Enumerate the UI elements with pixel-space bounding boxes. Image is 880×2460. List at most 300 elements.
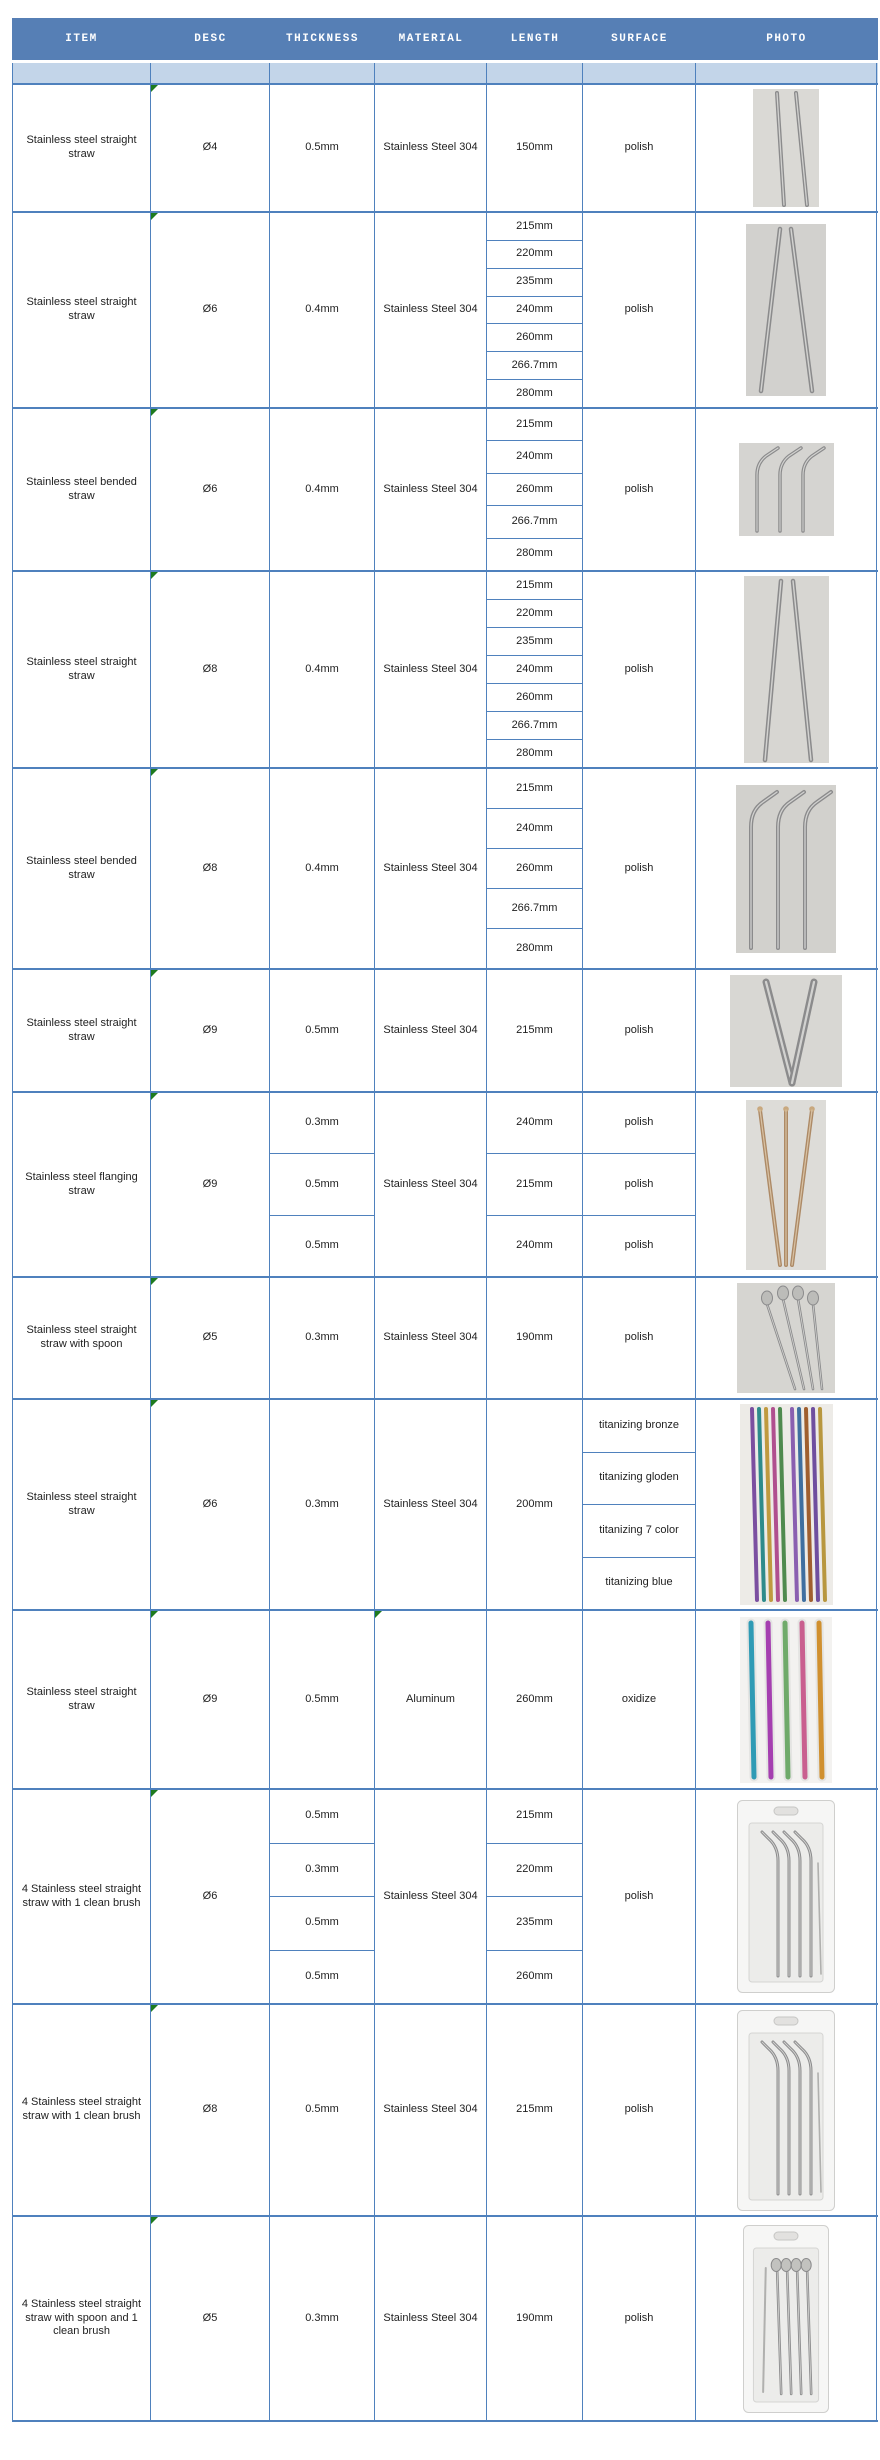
length-option[interactable]	[487, 628, 582, 656]
table-row	[12, 1790, 878, 2005]
thickness-value: 0.4mm	[305, 303, 339, 316]
surface-option[interactable]	[583, 1505, 695, 1558]
cell-photo[interactable]	[696, 1093, 877, 1276]
length-option[interactable]	[487, 2005, 582, 2215]
thickness-value: 0.5mm	[305, 1238, 339, 1251]
cell-material[interactable]	[375, 572, 487, 767]
surface-option[interactable]	[583, 85, 695, 211]
error-flag-triangle	[151, 85, 158, 92]
cell-thickness[interactable]	[270, 2005, 375, 2215]
cell-item[interactable]	[13, 1093, 151, 1276]
length-option[interactable]	[487, 1951, 582, 2004]
cell-material[interactable]	[375, 1400, 487, 1609]
length-option[interactable]	[487, 380, 582, 407]
length-option[interactable]	[487, 1400, 582, 1609]
surface-option[interactable]	[583, 1154, 695, 1215]
cell-material[interactable]	[375, 1790, 487, 2003]
item-label: Stainless steel straight straw	[26, 1016, 137, 1043]
thickness-option[interactable]	[270, 1278, 374, 1398]
thickness-option[interactable]	[270, 1611, 374, 1788]
cell-item[interactable]	[13, 1790, 151, 2003]
length-option[interactable]	[487, 970, 582, 1091]
product-photo-vee2	[730, 975, 842, 1087]
thickness-option[interactable]	[270, 1897, 374, 1951]
cell-material[interactable]	[375, 2217, 487, 2420]
cell-length[interactable]	[487, 1278, 583, 1398]
length-value: 280mm	[516, 746, 553, 759]
cell-desc[interactable]	[151, 1093, 270, 1276]
length-value: 266.7mm	[511, 515, 558, 528]
thickness-option[interactable]	[270, 213, 374, 407]
length-option[interactable]	[487, 213, 582, 241]
cell-desc[interactable]	[151, 970, 270, 1091]
cell-thickness[interactable]	[270, 572, 375, 767]
thickness-option[interactable]	[270, 1093, 374, 1154]
surface-option[interactable]	[583, 1278, 695, 1398]
length-value: 240mm	[516, 450, 553, 463]
cell-desc[interactable]	[151, 213, 270, 407]
cell-item[interactable]	[13, 85, 151, 211]
thickness-value: 0.4mm	[305, 662, 339, 675]
length-value: 215mm	[516, 578, 553, 591]
length-option[interactable]	[487, 409, 582, 441]
material-value: Stainless Steel 304	[383, 662, 478, 675]
cell-material[interactable]	[375, 1278, 487, 1398]
table-row	[12, 769, 878, 970]
cell-surface[interactable]	[583, 1400, 696, 1609]
cell-thickness[interactable]	[270, 769, 375, 968]
surface-option[interactable]	[583, 1453, 695, 1506]
length-option[interactable]	[487, 85, 582, 211]
surface-option[interactable]	[583, 213, 695, 407]
product-photo-straight2	[753, 89, 819, 207]
thickness-option[interactable]	[270, 1790, 374, 1844]
length-option[interactable]	[487, 929, 582, 968]
cell-item[interactable]	[13, 213, 151, 407]
length-value: 260mm	[516, 1969, 553, 1982]
length-option[interactable]	[487, 269, 582, 297]
cell-item[interactable]	[13, 769, 151, 968]
cell-material[interactable]	[375, 1611, 487, 1788]
length-option[interactable]	[487, 297, 582, 325]
thickness-option[interactable]	[270, 1951, 374, 2004]
material-value: Stainless Steel 304	[383, 141, 478, 154]
cell-length[interactable]	[487, 1611, 583, 1788]
surface-value: polish	[624, 1238, 654, 1251]
length-option[interactable]	[487, 656, 582, 684]
cell-length[interactable]	[487, 970, 583, 1091]
cell-photo[interactable]	[696, 1611, 877, 1788]
length-value: 260mm	[516, 690, 553, 703]
surface-option[interactable]	[583, 2005, 695, 2215]
surface-value: polish	[624, 662, 654, 675]
cell-material[interactable]	[375, 769, 487, 968]
surface-value: titanizing 7 color	[599, 1523, 679, 1536]
desc-value: Ø8	[202, 861, 218, 874]
table-body	[12, 85, 878, 2422]
length-value: 215mm	[516, 1177, 553, 1190]
item-label: Stainless steel flanging straw	[25, 1170, 138, 1197]
header-desc[interactable]: DESC	[194, 33, 227, 45]
cell-photo[interactable]	[696, 2005, 877, 2215]
cell-surface[interactable]	[583, 572, 696, 767]
length-option[interactable]	[487, 1611, 582, 1788]
table-row	[12, 1278, 878, 1400]
header-surface[interactable]: SURFACE	[611, 33, 668, 45]
length-value: 220mm	[516, 1862, 553, 1875]
length-value: 235mm	[516, 634, 553, 647]
length-option[interactable]	[487, 506, 582, 538]
cell-surface[interactable]	[583, 2005, 696, 2215]
error-flag-triangle	[151, 1093, 158, 1100]
header-length[interactable]: LENGTH	[510, 33, 560, 45]
length-option[interactable]	[487, 441, 582, 473]
subheader-cell[interactable]	[696, 63, 877, 83]
cell-surface[interactable]	[583, 409, 696, 570]
cell-item[interactable]	[13, 1278, 151, 1398]
cell-material[interactable]	[375, 85, 487, 211]
length-option[interactable]	[487, 1154, 582, 1215]
length-value: 266.7mm	[511, 718, 558, 731]
cell-thickness[interactable]	[270, 1278, 375, 1398]
cell-item[interactable]	[13, 2005, 151, 2215]
surface-option[interactable]	[583, 1093, 695, 1154]
length-stack	[487, 1790, 582, 2003]
thickness-value: 0.3mm	[305, 1331, 339, 1344]
desc-value: Ø6	[202, 1497, 218, 1510]
surface-option[interactable]	[583, 2217, 695, 2420]
cell-length[interactable]	[487, 769, 583, 968]
error-flag-triangle	[151, 1400, 158, 1407]
item-label: Stainless steel bended straw	[26, 854, 137, 881]
cell-material[interactable]	[375, 2005, 487, 2215]
thickness-stack	[270, 970, 374, 1091]
length-stack	[487, 85, 582, 211]
error-flag-triangle	[375, 1611, 382, 1618]
cell-length[interactable]	[487, 572, 583, 767]
item-label: Stainless steel straight straw	[26, 1490, 137, 1517]
cell-surface[interactable]	[583, 970, 696, 1091]
header-material[interactable]: MATERIAL	[398, 33, 464, 45]
header-item[interactable]: ITEM	[65, 33, 98, 45]
material-value: Stainless Steel 304	[383, 482, 478, 495]
error-flag-triangle	[151, 1790, 158, 1797]
material-value: Stainless Steel 304	[383, 1497, 478, 1510]
subheader-cell[interactable]	[151, 63, 270, 83]
thickness-option[interactable]	[270, 1216, 374, 1276]
thickness-option[interactable]	[270, 769, 374, 968]
cell-thickness[interactable]	[270, 1093, 375, 1276]
surface-stack	[583, 2217, 695, 2420]
subheader-cell[interactable]	[375, 63, 487, 83]
length-stack	[487, 1611, 582, 1788]
cell-surface[interactable]	[583, 85, 696, 211]
cell-item[interactable]	[13, 970, 151, 1091]
length-option[interactable]	[487, 712, 582, 740]
length-stack	[487, 213, 582, 407]
length-option[interactable]	[487, 740, 582, 767]
thickness-option[interactable]	[270, 2005, 374, 2215]
thickness-value: 0.5mm	[305, 1969, 339, 1982]
cell-length[interactable]	[487, 1093, 583, 1276]
length-option[interactable]	[487, 769, 582, 809]
surface-option[interactable]	[583, 409, 695, 570]
length-value: 240mm	[516, 662, 553, 675]
surface-value: polish	[624, 303, 654, 316]
cell-material[interactable]	[375, 213, 487, 407]
product-photo-pack4	[736, 1799, 836, 1994]
length-option[interactable]	[487, 889, 582, 929]
thickness-option[interactable]	[270, 1844, 374, 1898]
header-thickness[interactable]: THICKNESS	[286, 33, 359, 45]
product-photo-alum5	[740, 1617, 832, 1783]
length-value: 280mm	[516, 941, 553, 954]
cell-desc[interactable]	[151, 409, 270, 570]
cell-length[interactable]	[487, 2217, 583, 2420]
length-option[interactable]	[487, 474, 582, 506]
surface-value: polish	[624, 1177, 654, 1190]
thickness-stack	[270, 1790, 374, 2003]
item-label: 4 Stainless steel straight straw with 1 clean brush	[21, 1882, 142, 1909]
length-option[interactable]	[487, 1278, 582, 1398]
thickness-option[interactable]	[270, 409, 374, 570]
desc-value: Ø9	[202, 1692, 218, 1705]
thickness-stack	[270, 1093, 374, 1276]
thickness-value: 0.3mm	[305, 2311, 339, 2324]
surface-value: polish	[624, 2103, 654, 2116]
cell-thickness[interactable]	[270, 2217, 375, 2420]
cell-surface[interactable]	[583, 2217, 696, 2420]
cell-thickness[interactable]	[270, 1790, 375, 2003]
subheader-cell[interactable]	[270, 63, 375, 83]
table-row	[12, 85, 878, 213]
surface-stack	[583, 572, 695, 767]
length-option[interactable]	[487, 1216, 582, 1276]
item-label: Stainless steel straight straw	[26, 296, 137, 322]
surface-stack	[583, 2005, 695, 2215]
cell-length[interactable]	[487, 409, 583, 570]
cell-item[interactable]	[13, 572, 151, 767]
length-value: 215mm	[516, 417, 553, 430]
cell-desc[interactable]	[151, 2005, 270, 2215]
thickness-option[interactable]	[270, 85, 374, 211]
cell-item[interactable]	[13, 409, 151, 570]
cell-thickness[interactable]	[270, 1400, 375, 1609]
cell-item[interactable]	[13, 2217, 151, 2420]
length-option[interactable]	[487, 1790, 582, 1844]
cell-desc[interactable]	[151, 1400, 270, 1609]
error-flag-triangle	[151, 572, 158, 579]
error-flag-triangle	[151, 1611, 158, 1618]
cell-photo[interactable]	[696, 769, 877, 968]
surface-stack	[583, 1278, 695, 1398]
cell-photo[interactable]	[696, 409, 877, 570]
length-option[interactable]	[487, 572, 582, 600]
material-value: Stainless Steel 304	[383, 1889, 478, 1902]
thickness-stack	[270, 2005, 374, 2215]
length-value: 280mm	[516, 386, 553, 399]
cell-thickness[interactable]	[270, 213, 375, 407]
item-label: Stainless steel bended straw	[26, 475, 137, 502]
length-option[interactable]	[487, 352, 582, 380]
length-value: 235mm	[516, 1916, 553, 1929]
cell-photo[interactable]	[696, 85, 877, 211]
thickness-stack	[270, 213, 374, 407]
length-value: 200mm	[516, 1497, 553, 1510]
length-stack	[487, 769, 582, 968]
product-photo-pack4b	[736, 2009, 836, 2211]
length-value: 220mm	[516, 247, 553, 260]
surface-option[interactable]	[583, 572, 695, 767]
surface-stack	[583, 1611, 695, 1788]
cell-thickness[interactable]	[270, 85, 375, 211]
cell-photo[interactable]	[696, 213, 877, 407]
length-option[interactable]	[487, 324, 582, 352]
subheader-cell[interactable]	[583, 63, 696, 83]
surface-value: oxidize	[621, 1692, 657, 1705]
surface-option[interactable]	[583, 1790, 695, 2003]
desc-value: Ø6	[202, 1889, 218, 1902]
cell-material[interactable]	[375, 1093, 487, 1276]
cell-desc[interactable]	[151, 1278, 270, 1398]
length-option[interactable]	[487, 849, 582, 889]
cell-photo[interactable]	[696, 2217, 877, 2420]
surface-option[interactable]	[583, 769, 695, 968]
thickness-stack	[270, 572, 374, 767]
cell-desc[interactable]	[151, 572, 270, 767]
length-stack	[487, 2217, 582, 2420]
surface-option[interactable]	[583, 1558, 695, 1610]
cell-desc[interactable]	[151, 2217, 270, 2420]
thickness-value: 0.4mm	[305, 482, 339, 495]
product-photo-flange3	[746, 1100, 826, 1270]
cell-photo[interactable]	[696, 1400, 877, 1609]
length-value: 190mm	[516, 1331, 553, 1344]
cell-surface[interactable]	[583, 1093, 696, 1276]
cell-desc[interactable]	[151, 769, 270, 968]
thickness-option[interactable]	[270, 970, 374, 1091]
length-option[interactable]	[487, 539, 582, 570]
cell-desc[interactable]	[151, 85, 270, 211]
cell-item[interactable]	[13, 1400, 151, 1609]
cell-thickness[interactable]	[270, 1611, 375, 1788]
surface-value: titanizing blue	[605, 1576, 673, 1589]
length-stack	[487, 572, 582, 767]
table-row	[12, 1093, 878, 1278]
desc-value: Ø9	[202, 1177, 218, 1190]
thickness-value: 0.5mm	[305, 2103, 339, 2116]
surface-stack	[583, 1400, 695, 1609]
thickness-option[interactable]	[270, 2217, 374, 2420]
thickness-value: 0.4mm	[305, 861, 339, 874]
thickness-value: 0.3mm	[305, 1116, 339, 1129]
cell-surface[interactable]	[583, 1790, 696, 2003]
material-value: Stainless Steel 304	[383, 303, 478, 316]
length-option[interactable]	[487, 809, 582, 849]
surface-value: titanizing bronze	[598, 1418, 680, 1431]
error-flag-triangle	[151, 1278, 158, 1285]
length-value: 215mm	[516, 2103, 553, 2116]
surface-stack	[583, 213, 695, 407]
thickness-stack	[270, 1400, 374, 1609]
surface-option[interactable]	[583, 1611, 695, 1788]
cell-thickness[interactable]	[270, 970, 375, 1091]
thickness-value: 0.5mm	[305, 1023, 339, 1036]
surface-value: polish	[624, 482, 654, 495]
length-option[interactable]	[487, 600, 582, 628]
error-flag-triangle	[151, 769, 158, 776]
length-option[interactable]	[487, 1093, 582, 1154]
table-header-row	[12, 18, 878, 60]
cell-surface[interactable]	[583, 213, 696, 407]
cell-desc[interactable]	[151, 1611, 270, 1788]
cell-length[interactable]	[487, 1790, 583, 2003]
thickness-value: 0.5mm	[305, 1809, 339, 1822]
error-flag-triangle	[151, 2217, 158, 2224]
cell-surface[interactable]	[583, 1611, 696, 1788]
surface-value: polish	[624, 1023, 654, 1036]
table-row	[12, 409, 878, 572]
table-row	[12, 1611, 878, 1790]
cell-length[interactable]	[487, 2005, 583, 2215]
desc-value: Ø5	[202, 2311, 218, 2324]
header-photo[interactable]: PHOTO	[766, 33, 807, 45]
length-stack	[487, 2005, 582, 2215]
cell-length[interactable]	[487, 1400, 583, 1609]
surface-option[interactable]	[583, 970, 695, 1091]
surface-stack	[583, 1790, 695, 2003]
cell-photo[interactable]	[696, 970, 877, 1091]
cell-photo[interactable]	[696, 572, 877, 767]
desc-value: Ø9	[202, 1023, 218, 1036]
thickness-stack	[270, 1611, 374, 1788]
length-value: 215mm	[516, 1023, 553, 1036]
item-label: 4 Stainless steel straight straw with 1 clean brush	[21, 2096, 142, 2122]
thickness-option[interactable]	[270, 1154, 374, 1215]
error-flag-triangle	[151, 970, 158, 977]
thickness-option[interactable]	[270, 1400, 374, 1609]
cell-surface[interactable]	[583, 769, 696, 968]
subheader-cell[interactable]	[487, 63, 583, 83]
cell-surface[interactable]	[583, 1278, 696, 1398]
length-option[interactable]	[487, 1844, 582, 1898]
cell-photo[interactable]	[696, 1278, 877, 1398]
subheader-cell[interactable]	[13, 63, 151, 83]
material-value: Stainless Steel 304	[383, 2103, 478, 2116]
length-option[interactable]	[487, 1897, 582, 1951]
surface-option[interactable]	[583, 1216, 695, 1276]
product-photo-packspoon	[742, 2224, 830, 2414]
length-value: 215mm	[516, 781, 553, 794]
cell-photo[interactable]	[696, 1790, 877, 2003]
desc-value: Ø4	[202, 141, 218, 154]
cell-length[interactable]	[487, 85, 583, 211]
surface-option[interactable]	[583, 1400, 695, 1453]
length-option[interactable]	[487, 2217, 582, 2420]
cell-length[interactable]	[487, 213, 583, 407]
table-row	[12, 213, 878, 409]
cell-material[interactable]	[375, 970, 487, 1091]
product-photo-rainbow	[740, 1404, 833, 1605]
desc-value: Ø8	[202, 2103, 218, 2116]
cell-material[interactable]	[375, 409, 487, 570]
cell-desc[interactable]	[151, 1790, 270, 2003]
thickness-option[interactable]	[270, 572, 374, 767]
length-option[interactable]	[487, 684, 582, 712]
cell-thickness[interactable]	[270, 409, 375, 570]
length-option[interactable]	[487, 241, 582, 269]
cell-item[interactable]	[13, 1611, 151, 1788]
